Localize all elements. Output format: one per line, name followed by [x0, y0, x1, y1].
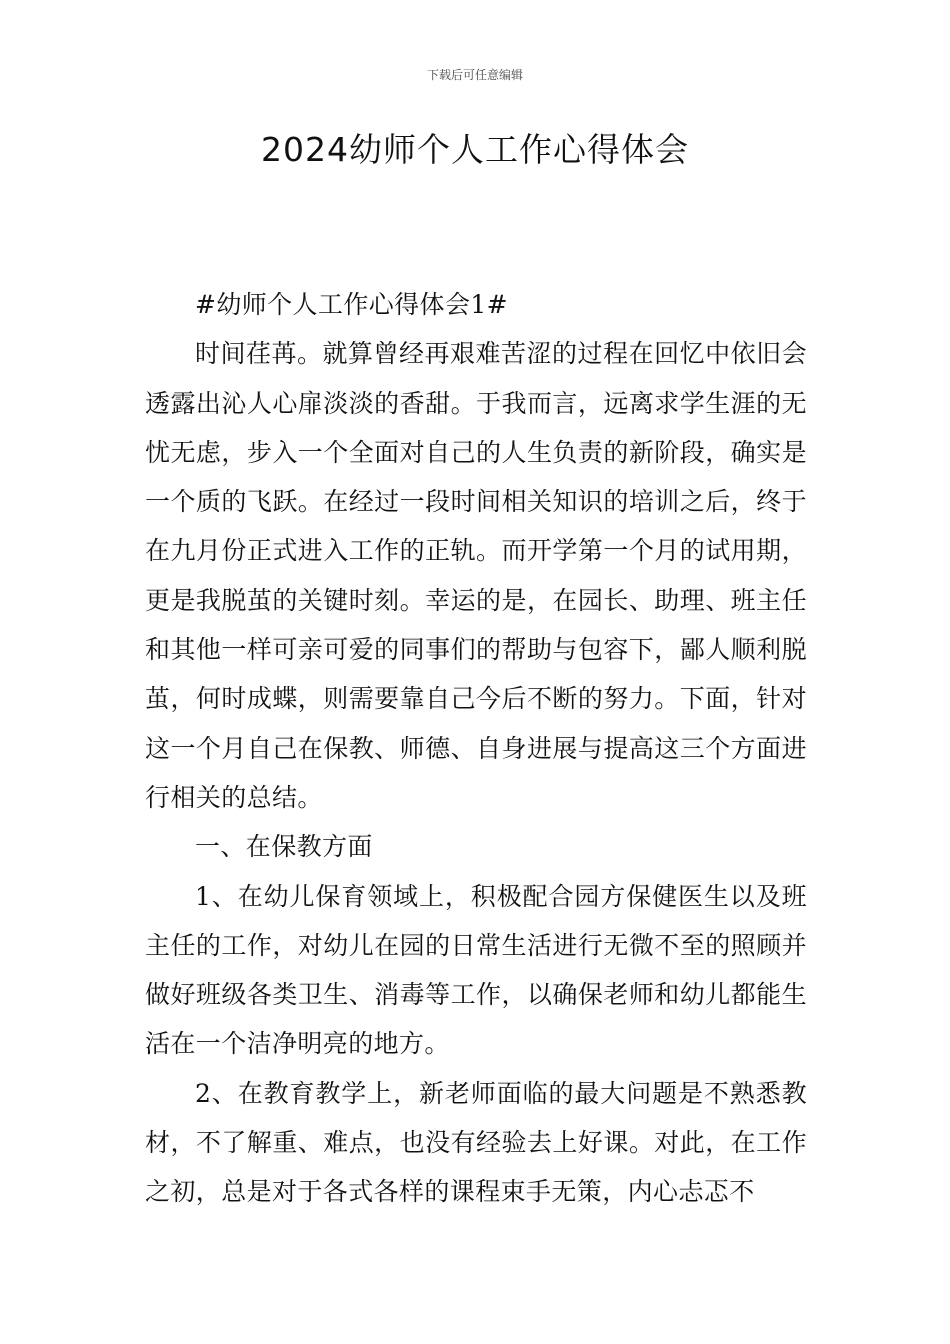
subheading-care-education: 一、在保教方面	[195, 832, 373, 862]
document-body	[145, 280, 807, 1217]
paragraph-intro: 时间荏苒。就算曾经再艰难苦涩的过程在回忆中依旧会透露出沁人心扉淡淡的香甜。于我而言，远离求学生涯的无忧无虑，步入一个全面对自己的人生负责的新阶段，确实是一个质的飞跃。在经过一段时间相关知识的培训之后，终于在九月份正式进入工作的正轨。而开学第一个月的试用期，更是我脱茧的关键时刻。幸运的是，在园长、助理、班主任和其他一样可亲可爱的同事们的帮助与包容下，鄙人顺利脱茧，何时成蝶，则需要靠自己今后不断的努力。下面，针对这一个月自己在保教、师德、自身进展与提高这三个方面进行相关的总结。	[145, 339, 807, 812]
document-title: 2024幼师个人工作心得体会	[261, 130, 689, 169]
header-note: 下载后可任意编辑	[426, 68, 523, 82]
section-heading-1: #幼师个人工作心得体会1#	[195, 290, 509, 319]
paragraph-item-2: 2、在教育教学上，新老师面临的最大问题是不熟悉教材，不了解重、难点，也没有经验去上好课。对此，在工作之初，总是对于各式各样的课程束手无策，内心忐忑不	[145, 1078, 807, 1207]
paragraph-item-1: 1、在幼儿保育领域上，积极配合园方保健医生以及班主任的工作，对幼儿在园的日常生活进行无微不至的照顾并做好班级各类卫生、消毒等工作，以确保老师和幼儿都能生活在一个洁净明亮的地方。	[145, 881, 807, 1059]
